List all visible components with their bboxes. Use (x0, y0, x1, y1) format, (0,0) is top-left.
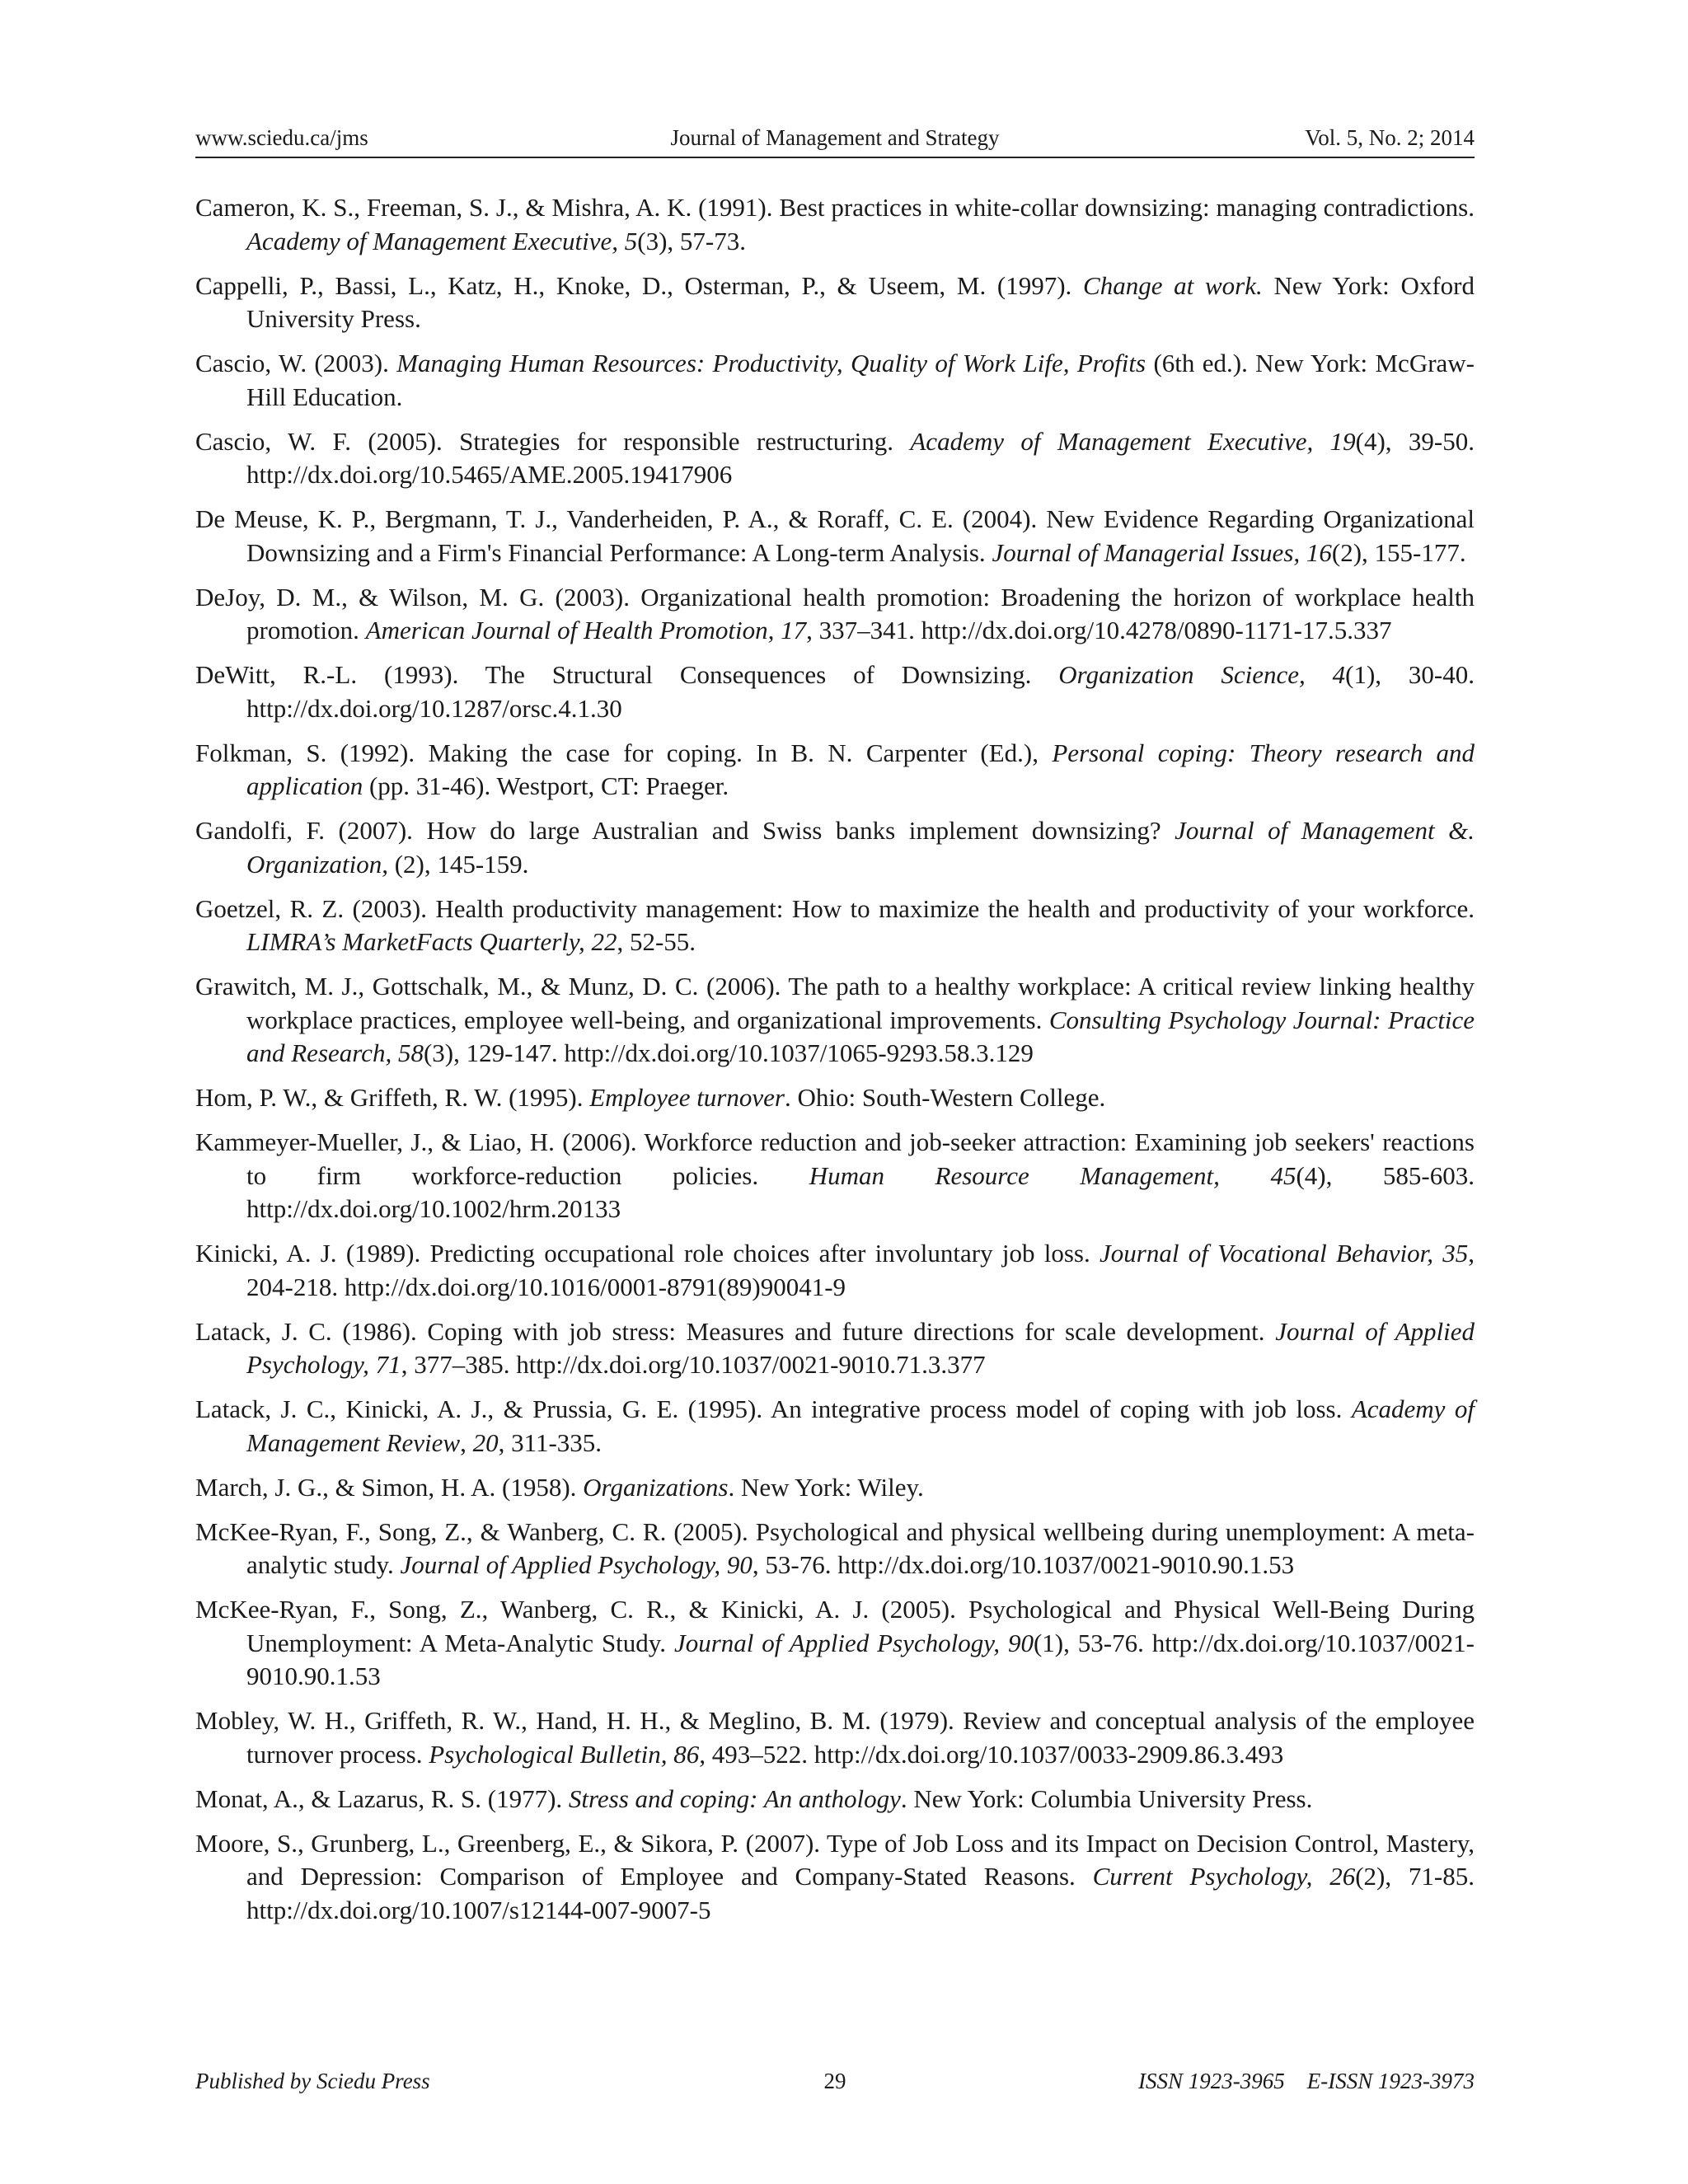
reference-text: . New York: Wiley. (728, 1472, 924, 1502)
reference-entry (195, 893, 1475, 959)
reference-entry (195, 425, 1475, 492)
reference-text: Folkman, S. (1992). Making the case for coping. In B. N. Carpenter (Ed.), (195, 738, 1053, 767)
reference-text: , 337–341. http://dx.doi.org/10.4278/0890-1171-17.5.337 (806, 616, 1392, 644)
journal-title: Journal of Management and Strategy (670, 125, 1000, 150)
reference-text: , 377–385. http://dx.doi.org/10.1037/0021-9010.71.3.377 (401, 1350, 986, 1379)
reference-text: (4), 585-603. http://dx.doi.org/10.1002/hrm.20133 (246, 1160, 1475, 1223)
reference-text: Grawitch, M. J., Gottschalk, M., & Munz, D. C. (2006). The path to a healthy workplace: A critical review linking healthy workplace practices, employee well-being, and organizational improvements. (195, 972, 1475, 1034)
reference-text: , 53-76. http://dx.doi.org/10.1037/0021-9010.90.1.53 (752, 1550, 1295, 1579)
reference-source: Academy of Management Executive, 5 (246, 226, 638, 255)
reference-text: 493–522. http://dx.doi.org/10.1037/0033-2909.86.3.493 (706, 1739, 1284, 1769)
reference-entry (195, 1704, 1475, 1771)
reference-source: Managing Human Resources: Productivity, Quality of Work Life, Profits (396, 349, 1146, 377)
reference-text: Hom, P. W., & Griffeth, R. W. (1995). (195, 1083, 590, 1112)
reference-source: Personal coping: Theory research and application (246, 738, 1475, 800)
reference-entry (195, 1516, 1475, 1582)
reference-text: , 204-218. http://dx.doi.org/10.1016/0001-8791(89)90041-9 (246, 1239, 1475, 1301)
issn: ISSN 1923-3965 E-ISSN 1923-3973 (1138, 2069, 1475, 2093)
reference-entry (195, 347, 1475, 414)
reference-text: Cascio, W. (2003). (195, 349, 397, 377)
reference-entry (195, 1471, 1475, 1505)
reference-entry (195, 1315, 1475, 1382)
page-header (195, 124, 1475, 158)
reference-text: , 311-335. (498, 1427, 603, 1457)
reference-source: Journal of Applied Psychology, 90 (400, 1550, 753, 1579)
reference-source: Stress and coping: An anthology (568, 1783, 901, 1813)
reference-source: Organization Science, 4 (1058, 660, 1346, 689)
reference-text: Latack, J. C. (1986). Coping with job stress: Measures and future directions for scale development. (195, 1316, 1276, 1346)
reference-source: Change at work. (1083, 270, 1263, 300)
reference-text: (1), 30-40. http://dx.doi.org/10.1287/orsc.4.1.30 (246, 660, 1475, 723)
reference-text: Kinicki, A. J. (1989). Predicting occupational role choices after involuntary job loss. (195, 1239, 1100, 1268)
reference-text: Moore, S., Grunberg, L., Greenberg, E., & Sikora, P. (2007). Type of Job Loss and its Impact on Decision Control, Mastery, and Depression: Comparison of Employee and Company-Stated Reasons. (195, 1828, 1475, 1891)
reference-source: Employee turnover (589, 1083, 785, 1112)
reference-source: American Journal of Health Promotion, 17 (365, 616, 807, 644)
reference-text: (2), 71-85. http://dx.doi.org/10.1007/s12144-007-9007-5 (246, 1862, 1475, 1924)
reference-text: De Meuse, K. P., Bergmann, T. J., Vanderheiden, P. A., & Roraff, C. E. (2004). New Evidence Regarding Organizational Downsizing and a Firm's Financial Performance: A Long-term Analysis. (195, 504, 1475, 567)
reference-source: Psychological Bulletin, 86, (429, 1739, 706, 1769)
reference-list (195, 191, 1475, 1938)
reference-text: Gandolfi, F. (2007). How do large Australian and Swiss banks implement downsizing? (195, 816, 1175, 845)
reference-text: (3), 129-147. http://dx.doi.org/10.1037/1065-9293.58.3.129 (423, 1038, 1034, 1067)
reference-entry (195, 1593, 1475, 1694)
reference-text: (4), 39-50. http://dx.doi.org/10.5465/AME.2005.19417906 (246, 426, 1475, 489)
reference-text: (6th ed.). New York: McGraw-Hill Education. (246, 349, 1475, 411)
reference-text: . Ohio: South-Western College. (784, 1083, 1106, 1112)
reference-text: (2), 155-177. (1331, 537, 1466, 567)
reference-source: Current Psychology, 26 (1092, 1862, 1356, 1891)
reference-source: LIMRA’s MarketFacts Quarterly, 22 (246, 927, 617, 956)
reference-text: Monat, A., & Lazarus, R. S. (1977). (195, 1783, 569, 1813)
publisher: Published by Sciedu Press (195, 2069, 430, 2093)
reference-text: March, J. G., & Simon, H. A. (1958). (195, 1472, 584, 1502)
reference-entry (195, 970, 1475, 1071)
journal-url: www.sciedu.ca/jms (195, 125, 368, 150)
reference-entry (195, 658, 1475, 725)
reference-entry (195, 1393, 1475, 1460)
reference-text: , (460, 1427, 473, 1457)
reference-source: Academy of Management Review (246, 1394, 1475, 1457)
reference-entry (195, 1237, 1475, 1304)
reference-text: Cameron, K. S., Freeman, S. J., & Mishra, A. K. (1991). Best practices in white-collar downsizing: managing contradictions. (195, 193, 1475, 222)
reference-text: Goetzel, R. Z. (2003). Health productivity management: How to maximize the health and productivity of your workforce. (195, 893, 1475, 923)
reference-source: Organizations (583, 1472, 729, 1502)
reference-source: 20 (472, 1427, 499, 1457)
reference-source: Consulting Psychology Journal: Practice and Research, 58 (246, 1005, 1475, 1067)
reference-text: Latack, J. C., Kinicki, A. J., & Prussia, G. E. (1995). An integrative process model of coping with job loss. (195, 1394, 1352, 1423)
reference-text: Cascio, W. F. (2005). Strategies for responsible restructuring. (195, 426, 911, 456)
volume-info: Vol. 5, No. 2; 2014 (1305, 125, 1475, 150)
reference-entry (195, 1126, 1475, 1226)
reference-source: Human Resource Management, 45 (809, 1160, 1296, 1190)
reference-text: DeWitt, R.-L. (1993). The Structural Consequences of Downsizing. (195, 660, 1059, 689)
reference-text: DeJoy, D. M., & Wilson, M. G. (2003). Organizational health promotion: Broadening the horizon of workplace health promotion. (195, 582, 1475, 644)
reference-text: (2), 145-159. (387, 849, 529, 879)
reference-entry (195, 1827, 1475, 1928)
reference-source: Academy of Management Executive, 19 (910, 426, 1356, 456)
reference-text: (pp. 31-46). Westport, CT: Praeger. (363, 771, 729, 800)
reference-text: New York: Oxford University Press. (246, 270, 1475, 333)
reference-source: Journal of Vocational Behavior, 35 (1100, 1239, 1469, 1268)
reference-source: Journal of Management &. Organization, (246, 816, 1475, 879)
reference-text: McKee-Ryan, F., Song, Z., & Wanberg, C. R. (2005). Psychological and physical wellbeing during unemployment: A meta-analytic study. (195, 1516, 1475, 1579)
reference-source: Journal of Applied Psychology, 90 (673, 1628, 1034, 1657)
reference-entry (195, 814, 1475, 881)
reference-text: (1), 53-76. http://dx.doi.org/10.1037/0021-9010.90.1.53 (246, 1628, 1475, 1690)
reference-text: , 52-55. (617, 927, 696, 956)
reference-text: . New York: Columbia University Press. (900, 1783, 1313, 1813)
reference-entry (195, 1783, 1475, 1816)
page-footer (195, 2069, 1475, 2102)
reference-text: Mobley, W. H., Griffeth, R. W., Hand, H. H., & Meglino, B. M. (1979). Review and conceptual analysis of the employee turnover process. (195, 1706, 1475, 1769)
reference-source: Journal of Managerial Issues, 16 (992, 537, 1332, 567)
page-number: 29 (823, 2069, 846, 2093)
reference-text: McKee-Ryan, F., Song, Z., Wanberg, C. R., & Kinicki, A. J. (2005). Psychological and Physical Well-Being During Unemployment: A Meta-Analytic Study. (195, 1595, 1475, 1657)
reference-entry (195, 1081, 1475, 1115)
reference-entry (195, 503, 1475, 569)
reference-text: Cappelli, P., Bassi, L., Katz, H., Knoke, D., Osterman, P., & Useem, M. (1997). (195, 270, 1084, 300)
reference-entry (195, 737, 1475, 804)
reference-text: Kammeyer-Mueller, J., & Liao, H. (2006). Workforce reduction and job-seeker attraction: Examining job seekers' reactions to firm workforce-reduction policies. (195, 1127, 1475, 1190)
reference-source: Journal of Applied Psychology, 71 (246, 1316, 1475, 1379)
reference-entry (195, 581, 1475, 648)
reference-entry (195, 269, 1475, 336)
reference-text: (3), 57-73. (637, 226, 746, 255)
reference-entry (195, 191, 1475, 258)
